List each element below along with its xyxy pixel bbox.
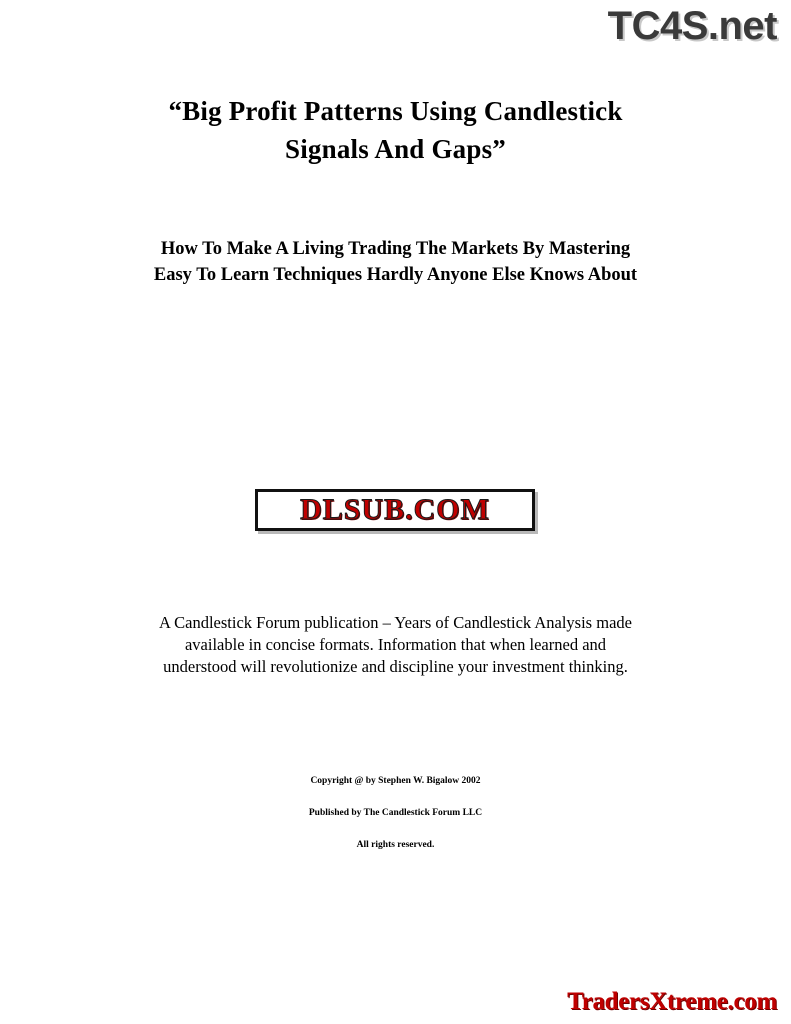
site-watermark-bottom: TradersXtreme.com — [567, 988, 777, 1015]
publisher-line: Published by The Candlestick Forum LLC — [308, 808, 483, 818]
publication-description — [0, 612, 791, 678]
page-title-line-1: “Big Profit Patterns Using Candlestick — [168, 96, 623, 126]
page-subtitle-line-2: Easy To Learn Techniques Hardly Anyone Else Knows About — [153, 265, 638, 285]
page-subtitle-line-1: How To Make A Living Trading The Markets By Mastering — [160, 239, 631, 259]
copyright-block — [0, 765, 791, 861]
dlsub-logo-text: DLSUB.COM — [300, 493, 490, 526]
description-line-3: understood will revolutionize and discipline your investment thinking. — [163, 657, 628, 676]
description-line-2: available in concise formats. Information that when learned and — [184, 635, 607, 654]
description-line-1: A Candlestick Forum publication – Years of Candlestick Analysis made — [159, 613, 632, 632]
dlsub-logo-badge — [255, 489, 535, 531]
page-subtitle — [0, 236, 791, 288]
page-title-line-2: Signals And Gaps” — [284, 134, 506, 164]
copyright-line: Copyright @ by Stephen W. Bigalow 2002 — [310, 776, 481, 786]
rights-line: All rights reserved. — [356, 840, 435, 850]
site-watermark-top: TC4S.net — [607, 4, 777, 48]
page-title — [0, 92, 791, 168]
